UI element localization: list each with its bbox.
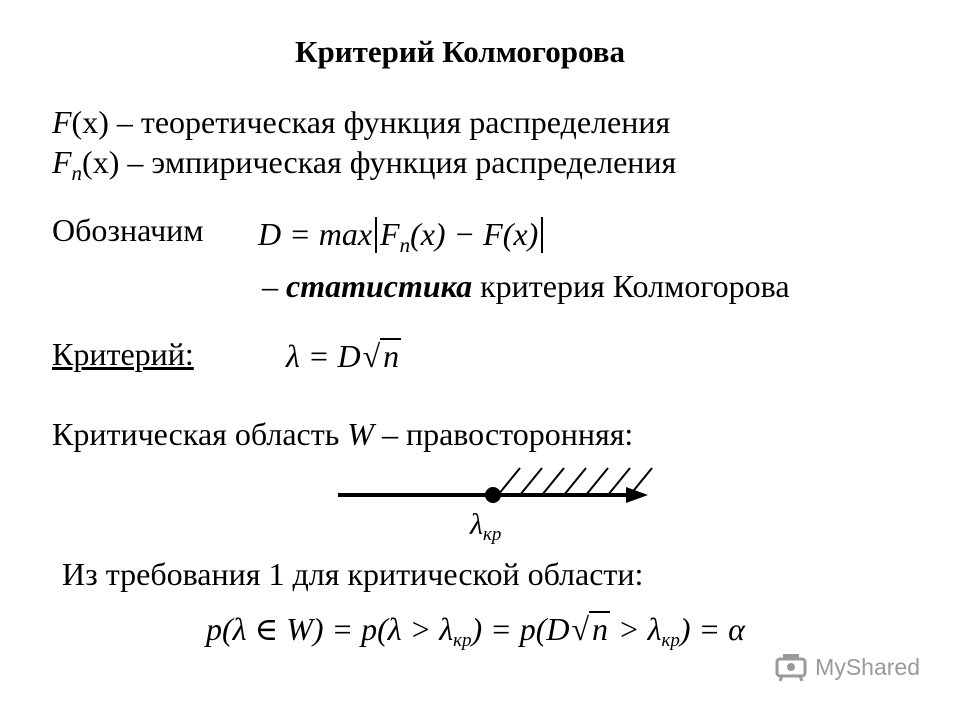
abs-bar-left xyxy=(375,217,377,253)
empirical-text: – эмпирическая функция распределения xyxy=(127,144,677,180)
prob-part4: ) = α xyxy=(679,611,745,647)
abs-bar-right xyxy=(541,217,543,253)
criterion-radicand: n xyxy=(380,338,401,372)
empirical-sub: n xyxy=(71,161,83,185)
empirical-arg: (x) xyxy=(82,144,120,180)
theoretical-line xyxy=(52,104,670,141)
statistic-definition xyxy=(262,268,790,305)
formula-rest: (x) − F(x) xyxy=(410,216,539,252)
theoretical-fn: F xyxy=(52,104,72,140)
sqrt-sign-icon: √ xyxy=(362,338,381,374)
theoretical-text: – теоретическая функция распределения xyxy=(116,104,671,140)
critical-point xyxy=(485,487,501,503)
prob-radicand: n xyxy=(589,611,610,645)
statistic-term: статистика xyxy=(286,268,473,304)
prob-part2: ) = p(D xyxy=(471,611,570,647)
prob-part1: p(λ ∈ W) = p(λ > λ xyxy=(206,611,454,647)
criterion-label: Критерий: xyxy=(52,336,194,372)
prob-sub2: кр xyxy=(661,630,680,651)
projector-icon xyxy=(775,652,809,682)
formula-sub: n xyxy=(399,233,411,257)
empirical-fn: F xyxy=(52,144,72,180)
region-text-before: Критическая область xyxy=(52,416,340,452)
statistic-formula xyxy=(258,216,546,258)
criterion-formula xyxy=(286,338,401,375)
statistic-dash: – xyxy=(262,268,278,304)
statistic-rest: критерия Колмогорова xyxy=(480,268,790,304)
point-sub: кр xyxy=(483,524,502,545)
empirical-line xyxy=(52,144,676,186)
theoretical-arg: (x) xyxy=(71,104,109,140)
denote-label: Обозначим xyxy=(52,212,204,248)
page-title: Критерий Колмогорова xyxy=(295,34,625,69)
region-symbol: W xyxy=(347,416,374,452)
watermark-text: MyShared xyxy=(815,653,920,680)
critical-point-label xyxy=(470,508,501,546)
region-line xyxy=(52,416,633,453)
axis-arrow-icon xyxy=(626,487,648,503)
prob-part3: > λ xyxy=(618,611,662,647)
prob-sub1: кр xyxy=(453,630,472,651)
point-symbol: λ xyxy=(470,508,483,541)
watermark xyxy=(775,652,920,682)
sqrt-sign-icon-2: √ xyxy=(571,611,590,647)
region-text-after: – правосторонняя: xyxy=(381,416,634,452)
criterion-lhs: λ = D xyxy=(286,338,361,374)
formula-body: F xyxy=(380,216,400,252)
probability-formula xyxy=(206,610,745,652)
requirement-text: Из требования 1 для критической области: xyxy=(62,556,644,592)
formula-lhs: D = max xyxy=(258,216,373,252)
